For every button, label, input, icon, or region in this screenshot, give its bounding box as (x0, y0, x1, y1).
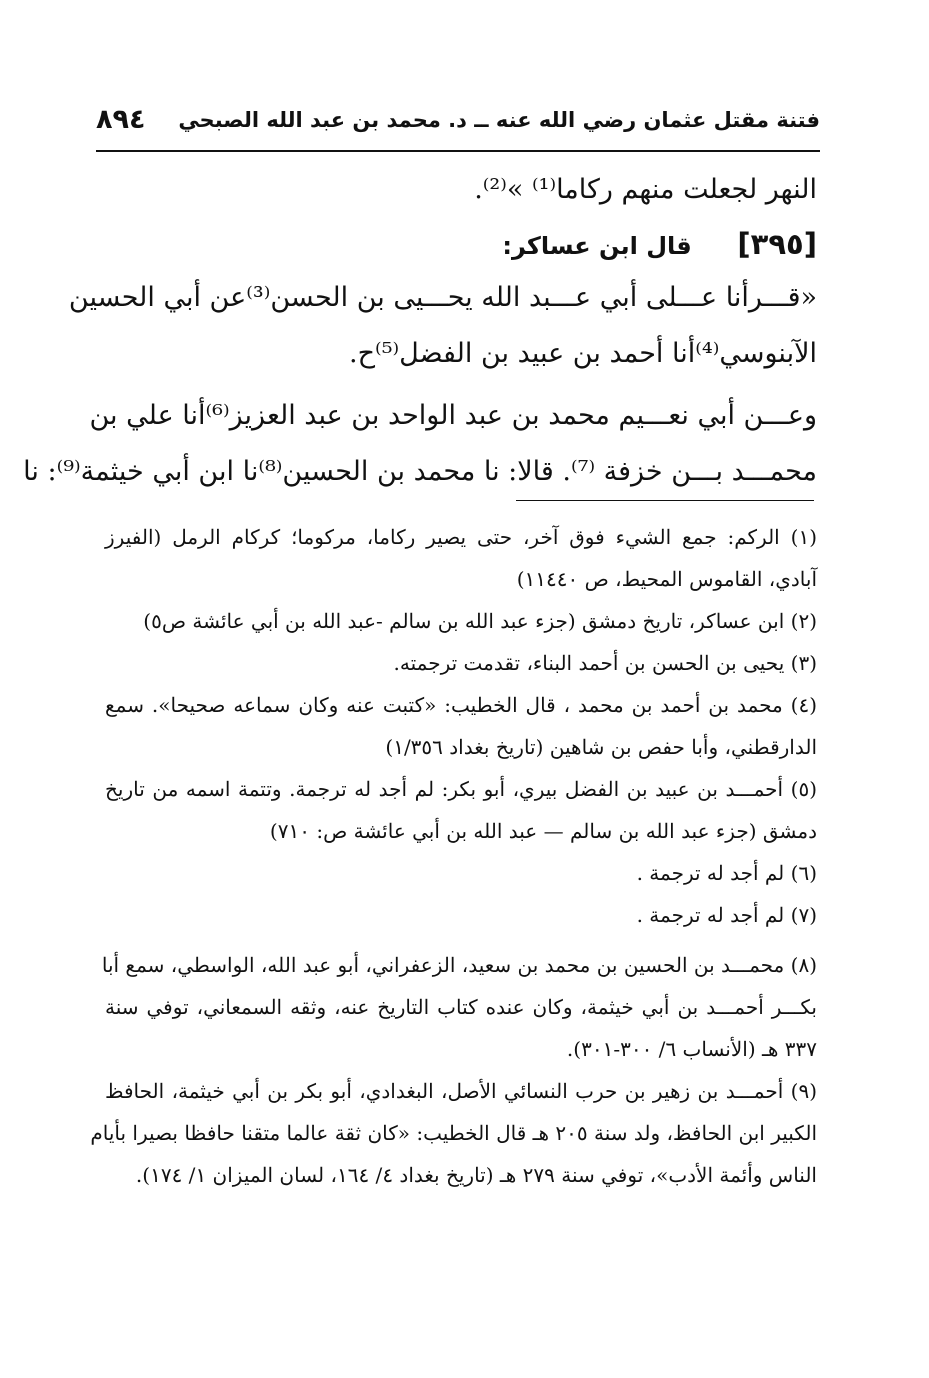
footnote-line: الكبير ابن الحافظ، ولد سنة ٢٠٥ هـ قال الخطيب: «كان ثقة عالما متقنا حافظا بصيرا بأيام (90, 1121, 817, 1145)
main-line: النهر لجعلت منهم ركاما⁽¹⁾ »⁽²⁾. (474, 174, 817, 205)
main-line: محمـــد بـــن خزفة ⁽⁷⁾. قالا: نا محمد بن الحسين⁽⁸⁾نا ابن أبي خيثمة⁽⁹⁾: نا (23, 456, 817, 487)
footnote-line: (٦) لم أجد له ترجمة . (636, 861, 817, 885)
footnote-line: بكـــر أحمـــد بن أبي خيثمة، وكان عنده كتاب التاريخ عنه، وثقه السمعاني، توفي سنة (105, 995, 817, 1019)
main-line: «قـــرأنا عـــلى أبي عـــبد الله يحـــيى بن الحسن⁽³⁾عن أبي الحسين (68, 282, 817, 313)
section-number: [٣٩٥] (737, 227, 817, 261)
footnote-line: (٧) لم أجد له ترجمة . (636, 903, 817, 927)
running-header (96, 104, 820, 144)
section-heading: قال ابن عساكر: (502, 232, 692, 260)
footnote-line: (١) الركم: جمع الشيء فوق آخر، حتى يصير ركاما، مركوما؛ كركام الرمل (الفيرز (105, 525, 817, 549)
footnote-line: آبادي، القاموس المحيط، ص ١١٤٤٠) (516, 567, 817, 591)
footnote-rule (516, 500, 814, 501)
footnote-line: ٣٣٧ هـ (الأنساب ٦/ ٣٠٠-٣٠١). (566, 1037, 817, 1061)
footnote-line: دمشق (جزء عبد الله بن سالم — عبد الله بن أبي عائشة ص: ٧١٠) (269, 819, 817, 843)
footnote-line: الدارقطني، وأبا حفص بن شاهين (تاريخ بغداد ١/٣٥٦) (385, 735, 817, 759)
header-rule (96, 150, 820, 152)
footnote-line: (٨) محمـــد بن الحسين بن محمد بن سعيد، الزعفراني، أبو عبد الله، الواسطي، سمع أبا (101, 953, 817, 977)
footnote-line: (٥) أحمـــد بن عبيد بن الفضل بيري، أبو بكر: لم أجد له ترجمة. وتتمة اسمه من تاريخ (105, 777, 817, 801)
footnote-line: (٩) أحمـــد بن زهير بن حرب النسائي الأصل، البغدادي، أبو بكر بن أبي خيثمة، الحافظ (105, 1079, 817, 1103)
footnote-line: (٤) محمد بن أحمد بن محمد ، قال الخطيب: «كتبت عنه وكان سماعه صحيحا». سمع (105, 693, 817, 717)
footnote-line: الناس وأئمة الأدب»، توفي سنة ٢٧٩ هـ (تاريخ بغداد ٤/ ١٦٤، لسان الميزان ١/ ١٧٤). (135, 1163, 817, 1187)
page-number: ٨٩٤ (96, 104, 146, 135)
footnote-line: (٢) ابن عساكر، تاريخ دمشق (جزء عبد الله بن سالم -عبد الله بن أبي عائشة ص٥) (143, 609, 817, 633)
footnote-line: (٣) يحيى بن الحسن بن أحمد البناء، تقدمت ترجمته. (393, 651, 817, 675)
main-line: وعـــن أبي نعـــيم محمد بن عبد الواحد بن عبد العزيز⁽⁶⁾أنا علي بن (89, 400, 817, 431)
main-line: الآبنوسي⁽⁴⁾أنا أحمد بن عبيد بن الفضل⁽⁵⁾ح. (349, 338, 817, 369)
header-title: فتنة مقتل عثمان رضي الله عنه ــ د. محمد بن عبد الله الصبحي (178, 108, 820, 132)
footnotes (90, 516, 817, 1196)
section-heading-row (105, 218, 817, 270)
main-text (23, 162, 817, 500)
